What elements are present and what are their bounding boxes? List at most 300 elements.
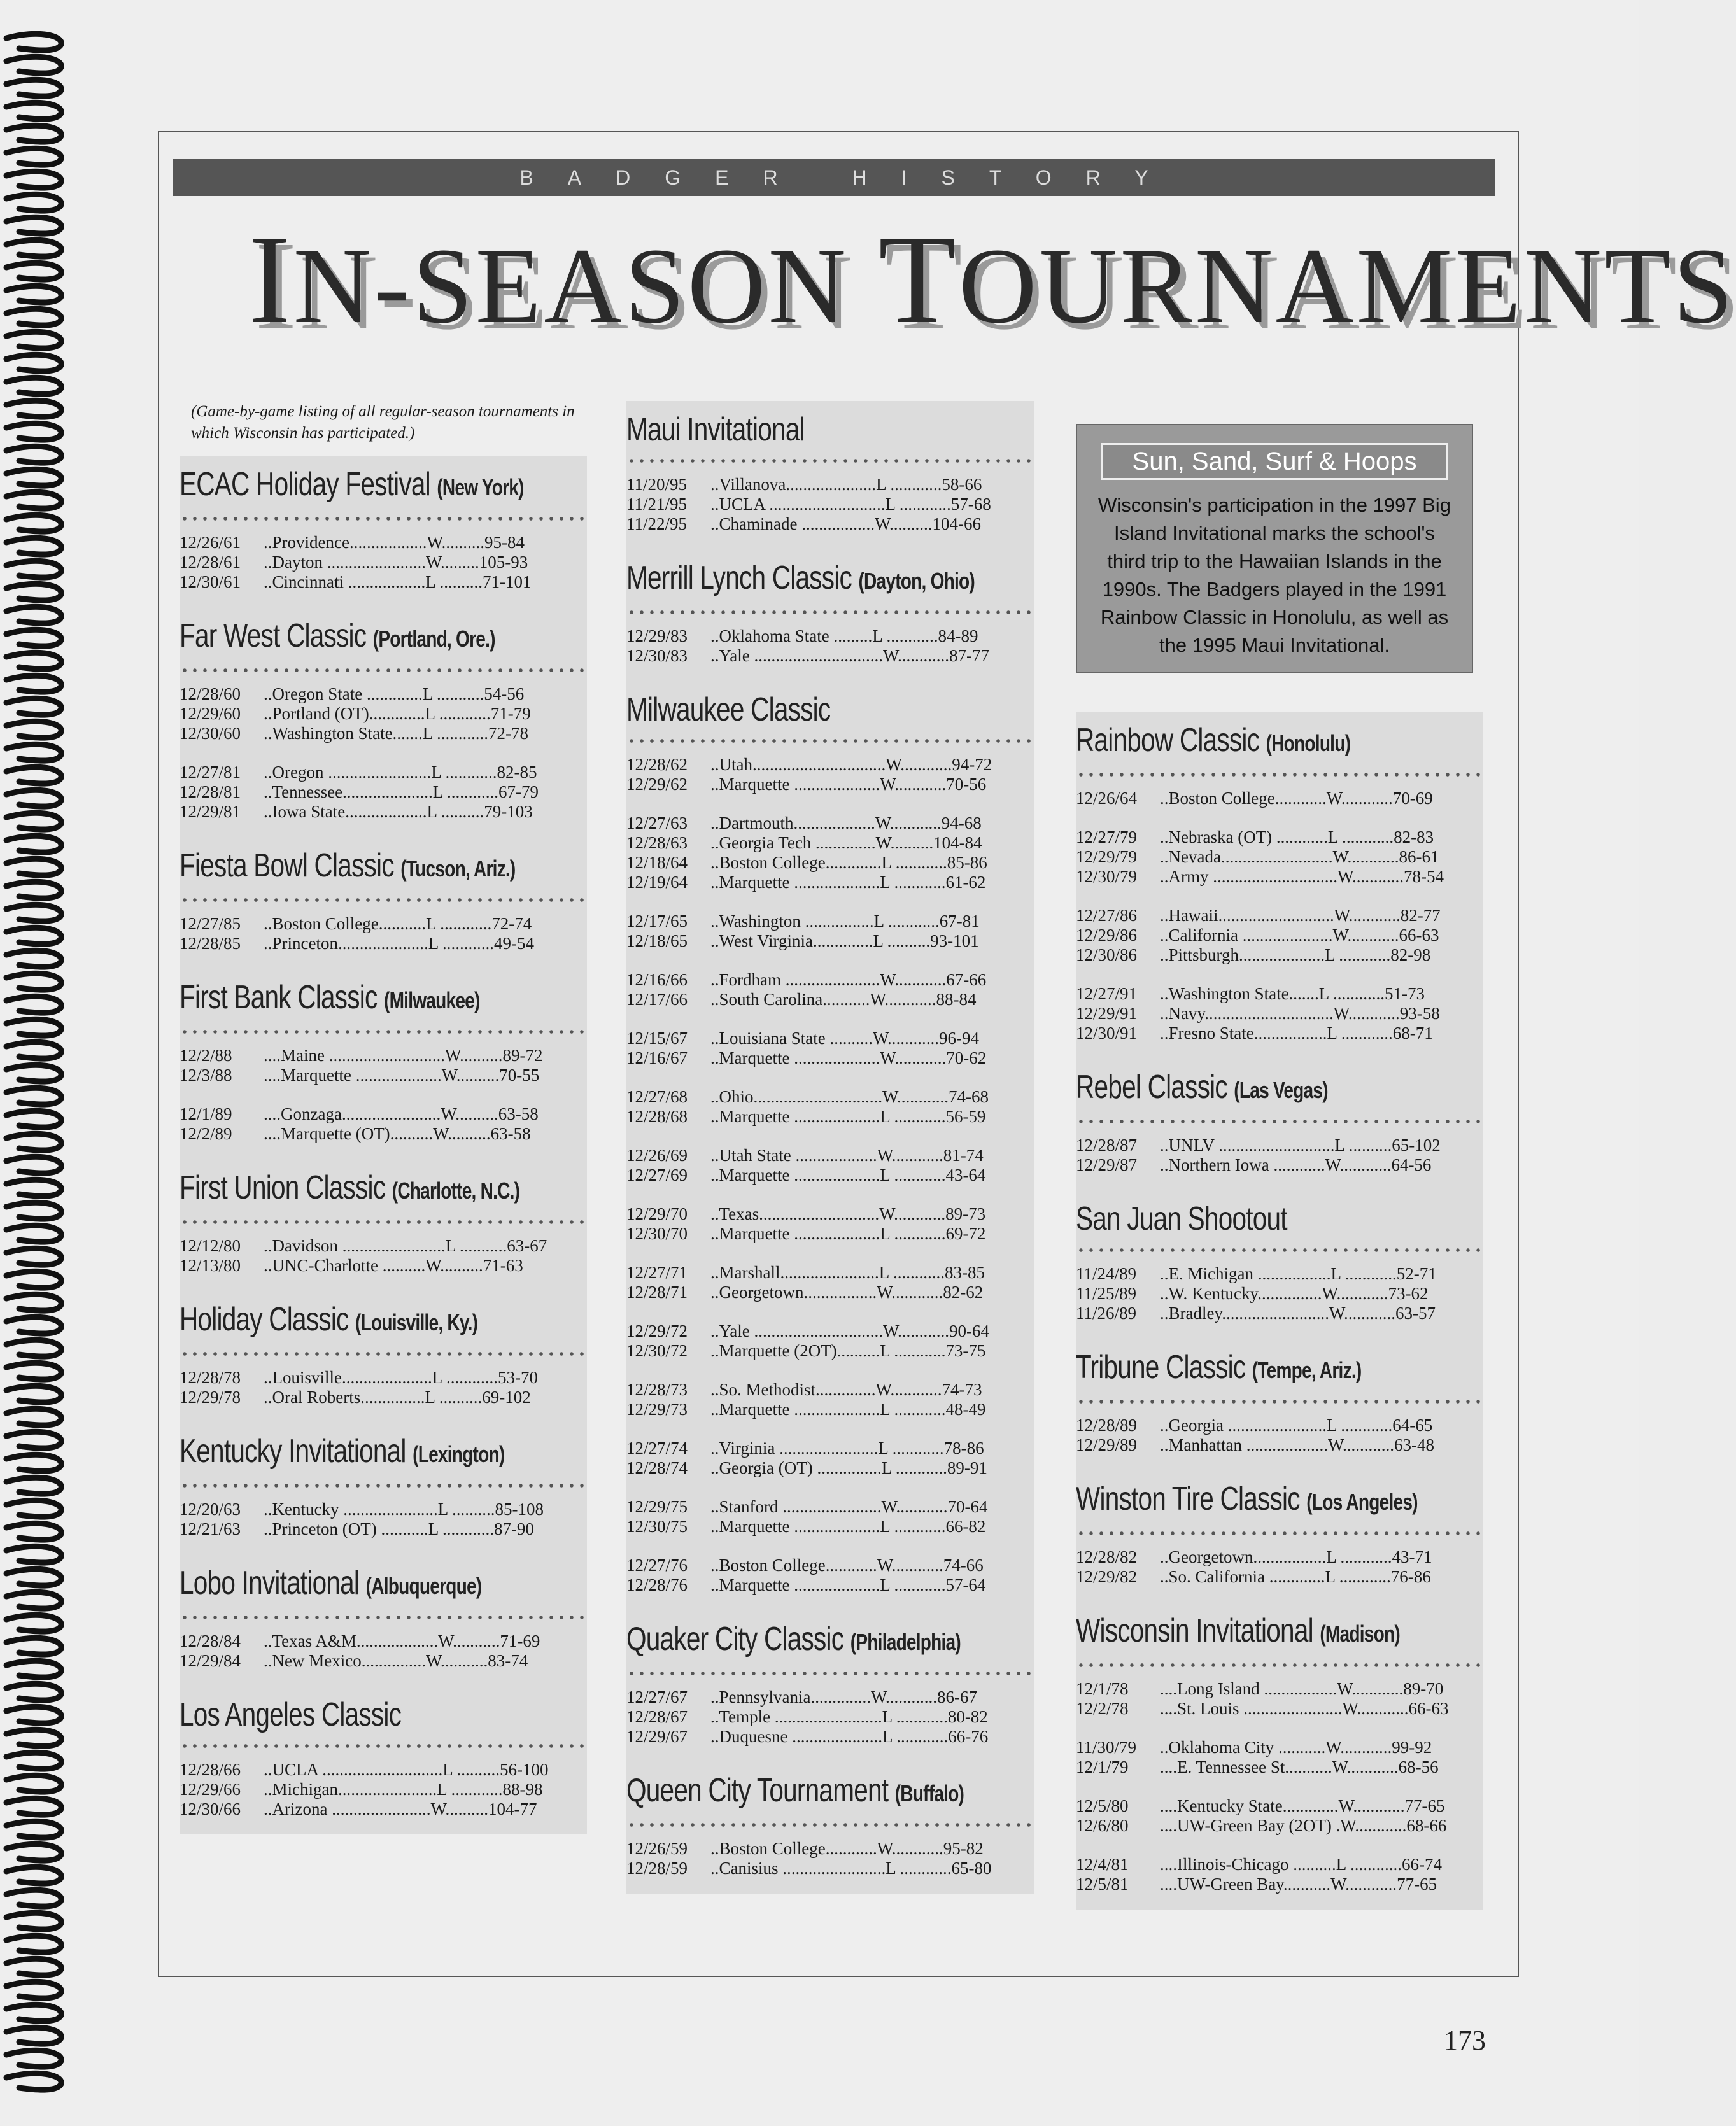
dotted-rule: [1076, 1399, 1483, 1404]
game-result: ..Bradley.........................W............63-57: [1160, 1304, 1436, 1323]
game-date: 12/2/89: [180, 1124, 232, 1143]
spiral-coil: [6, 1775, 61, 1792]
game-date: 12/27/69: [626, 1165, 688, 1185]
game-group: [1076, 1547, 1483, 1587]
spiral-coil: [6, 1844, 61, 1861]
game-date: 12/28/63: [626, 833, 688, 852]
game-result: ..Louisville.....................L ............53-70: [264, 1368, 538, 1387]
game-group: [180, 684, 587, 743]
spiral-coil: [6, 1454, 61, 1471]
game-date: 12/29/67: [626, 1727, 688, 1746]
spiral-coil: [6, 2027, 61, 2044]
game-date: 12/29/62: [626, 775, 688, 794]
game-row: [626, 1458, 1034, 1478]
spiral-coil: [6, 469, 61, 486]
game-group: [180, 1760, 587, 1819]
game-date: 11/26/89: [1076, 1304, 1137, 1323]
game-row: [180, 1519, 587, 1539]
game-row: [180, 1368, 587, 1388]
game-row: [180, 1760, 587, 1780]
game-date: 12/30/83: [626, 646, 688, 665]
game-result: ..Yale ..............................W............90-64: [710, 1321, 990, 1341]
dotted-rule: [180, 1220, 587, 1225]
dotted-rule: [180, 516, 587, 521]
game-date: 12/27/67: [626, 1687, 688, 1707]
game-row: [626, 1687, 1034, 1707]
spiral-coil: [6, 996, 61, 1013]
game-date: 12/16/67: [626, 1048, 688, 1067]
tournament-title: First Bank Classic: [180, 979, 378, 1016]
game-date: 12/27/74: [626, 1439, 688, 1458]
game-row: [1076, 906, 1483, 926]
spiral-coil: [6, 1500, 61, 1517]
game-group: [1076, 906, 1483, 965]
tournament-title: Tribune Classic: [1076, 1349, 1246, 1386]
game-result: ..Temple .........................L ............80-82: [710, 1707, 988, 1726]
game-result: ..Michigan.......................L ............88-98: [264, 1780, 543, 1799]
tournament-title: ECAC Holiday Festival: [180, 466, 430, 503]
game-result: ..Marquette ....................L ............69-72: [710, 1224, 986, 1243]
game-result: ..Marquette ....................L ............57-64: [710, 1575, 986, 1595]
game-date: 11/20/95: [626, 475, 688, 494]
tournament-title: Holiday Classic: [180, 1301, 349, 1338]
game-date: 12/20/63: [180, 1500, 241, 1519]
game-row: [626, 1380, 1034, 1400]
tournament-section: [626, 681, 1034, 1610]
game-date: 12/5/80: [1076, 1796, 1129, 1815]
game-date: 12/28/84: [180, 1631, 241, 1651]
tournament-name: [626, 401, 944, 449]
game-date: 12/27/63: [626, 813, 688, 833]
spiral-coil: [6, 1386, 61, 1402]
game-result: ..South Carolina...........W............88-84: [710, 990, 977, 1009]
game-result: ..West Virginia..............L ..........93-101: [710, 931, 979, 950]
game-row: [1076, 1435, 1483, 1455]
game-date: 12/29/86: [1076, 926, 1138, 945]
spiral-coil: [6, 1409, 61, 1425]
column-left: [180, 401, 587, 1834]
tournament-list-left: [180, 456, 587, 1834]
game-row: [626, 1859, 1034, 1878]
dotted-rule: [626, 458, 1034, 463]
game-date: 12/30/72: [626, 1341, 688, 1360]
tournament-name: [180, 1554, 497, 1606]
spiral-coil: [6, 744, 61, 761]
tournament-title: San Juan Shootout: [1076, 1200, 1287, 1237]
game-date: 12/29/66: [180, 1780, 241, 1799]
game-row: [1076, 1284, 1483, 1304]
game-date: 12/29/91: [1076, 1004, 1138, 1023]
game-group: [180, 1236, 587, 1276]
game-result: ..Marquette ....................L ............48-49: [710, 1400, 986, 1419]
game-row: [180, 1124, 587, 1144]
game-result: ..Boston College............W............95-82: [710, 1839, 984, 1858]
tournament-title: Maui Invitational: [626, 411, 805, 448]
spiral-coil: [6, 1684, 61, 1700]
game-date: 12/4/81: [1076, 1855, 1129, 1874]
spiral-coil: [6, 1569, 61, 1586]
game-date: 12/27/86: [1076, 906, 1138, 925]
game-date: 12/28/71: [626, 1283, 688, 1302]
game-date: 12/26/64: [1076, 789, 1138, 808]
game-result: ..So. California .............L ............76-86: [1160, 1567, 1431, 1586]
dotted-rule: [180, 1351, 587, 1356]
game-row: [626, 1029, 1034, 1048]
game-result: ....Marquette (OT)..........W..........63-58: [264, 1124, 531, 1143]
intro-note: (Game-by-game listing of all regular-season tournaments in which Wisconsin has participated.): [191, 403, 575, 442]
tournament-section: [180, 1423, 587, 1554]
game-row: [626, 813, 1034, 833]
game-result: ..UNC-Charlotte ..........W..........71-63: [264, 1256, 523, 1275]
game-date: 12/28/73: [626, 1380, 688, 1399]
game-result: ..Nebraska (OT) ............L ............82-83: [1160, 827, 1434, 847]
spiral-coil: [6, 102, 61, 119]
game-row: [626, 1321, 1034, 1341]
tournament-title: Merrill Lynch Classic: [626, 560, 852, 596]
game-group: [180, 1104, 587, 1144]
game-date: 12/29/75: [626, 1497, 688, 1516]
spiral-coil: [6, 355, 61, 371]
game-row: [626, 495, 1034, 514]
spiral-coil: [6, 1065, 61, 1081]
tournament-section: [1076, 712, 1483, 1059]
game-date: 12/27/76: [626, 1556, 688, 1575]
tournament-name: [180, 1291, 497, 1342]
tournament-section: [180, 1159, 587, 1291]
game-group: [626, 1839, 1034, 1878]
game-row: [180, 802, 587, 822]
spiral-coil: [6, 1546, 61, 1563]
game-result: ..Arizona .......................W..........104-77: [264, 1799, 537, 1819]
spiral-coil: [6, 1134, 61, 1150]
spiral-coil: [6, 446, 61, 463]
game-group: [626, 1029, 1034, 1068]
game-date: 12/29/87: [1076, 1155, 1138, 1174]
spiral-coil: [6, 1821, 61, 1838]
game-row: [1076, 945, 1483, 965]
game-result: ..Davidson ........................L ...........63-67: [264, 1236, 547, 1255]
spiral-coil: [6, 492, 61, 509]
game-row: [1076, 1796, 1483, 1816]
game-date: 12/28/67: [626, 1707, 688, 1726]
game-result: ....UW-Green Bay...........W............77-65: [1160, 1875, 1437, 1894]
spiral-coil: [6, 286, 61, 302]
game-row: [1076, 1567, 1483, 1587]
game-group: [626, 1087, 1034, 1127]
game-result: ..Utah State ...................W............81-74: [710, 1146, 984, 1165]
game-date: 12/17/66: [626, 990, 688, 1009]
game-result: ..Ohio..............................W............74-68: [710, 1087, 989, 1106]
spiral-coil: [6, 125, 61, 142]
game-group: [626, 1146, 1034, 1185]
game-date: 12/30/79: [1076, 867, 1138, 886]
game-row: [626, 1439, 1034, 1458]
spiral-coil: [6, 1890, 61, 1906]
tournament-location: (Portland, Ore.): [372, 626, 495, 652]
tournament-section: [1076, 1190, 1483, 1339]
tournament-list-middle: [626, 401, 1034, 1894]
tournament-location: (Los Angeles): [1306, 1489, 1418, 1515]
tournament-section: [180, 607, 587, 837]
tournament-section: [180, 969, 587, 1159]
tournament-section: [180, 456, 587, 607]
spiral-coil: [6, 1638, 61, 1654]
spiral-coil: [6, 1913, 61, 1929]
game-result: ..Washington ................L ............67-81: [710, 912, 980, 931]
game-date: 12/1/79: [1076, 1757, 1129, 1777]
game-row: [626, 1727, 1034, 1747]
dotted-rule: [1076, 772, 1483, 777]
game-row: [180, 1500, 587, 1519]
game-result: ..Texas............................W............89-73: [710, 1204, 986, 1223]
tournament-title: Fiesta Bowl Classic: [180, 847, 394, 884]
game-row: [626, 1087, 1034, 1107]
game-row: [626, 1517, 1034, 1537]
game-row: [626, 970, 1034, 990]
spiral-coil: [6, 263, 61, 279]
tournament-section: [626, 401, 1034, 549]
game-row: [1076, 1738, 1483, 1757]
spiral-coil: [6, 1225, 61, 1242]
game-date: 12/29/81: [180, 802, 241, 821]
tournament-section: [1076, 1602, 1483, 1910]
game-row: [180, 1104, 587, 1124]
spiral-coil: [6, 309, 61, 325]
game-result: ..Georgetown.................L ............43-71: [1160, 1547, 1432, 1566]
game-row: [180, 1066, 587, 1085]
game-group: [626, 912, 1034, 951]
spiral-coil: [6, 1202, 61, 1219]
game-date: 12/29/79: [1076, 847, 1138, 866]
game-row: [626, 626, 1034, 646]
section-banner: BADGER HISTORY: [173, 159, 1495, 196]
game-group: [180, 763, 587, 822]
game-date: 12/28/81: [180, 782, 241, 801]
game-date: 12/30/60: [180, 724, 241, 743]
dotted-rule: [626, 1671, 1034, 1676]
game-row: [1076, 1547, 1483, 1567]
spiral-coil: [6, 813, 61, 829]
tournament-name: [180, 969, 497, 1020]
game-result: ..Georgia Tech ..............W..........104-84: [710, 833, 982, 852]
game-group: [180, 533, 587, 592]
game-result: ..Texas A&M...................W...........71-69: [264, 1631, 540, 1651]
game-group: [626, 1263, 1034, 1302]
column-right: [1076, 401, 1483, 1910]
spiral-coil: [6, 652, 61, 669]
game-row: [180, 553, 587, 572]
sidebar-box: [1076, 424, 1473, 673]
spiral-coil: [6, 34, 61, 50]
game-row: [626, 775, 1034, 794]
game-result: ..Villanova.....................L ............58-66: [710, 475, 982, 494]
spiral-coil: [6, 1432, 61, 1448]
game-row: [626, 1107, 1034, 1127]
game-group: [1076, 789, 1483, 808]
spiral-coil: [6, 698, 61, 715]
tournament-name: [180, 1423, 505, 1474]
spiral-coil: [6, 1661, 61, 1677]
game-result: ....Maine ...........................W..........89-72: [264, 1046, 543, 1065]
sidebar-title: Sun, Sand, Surf & Hoops: [1101, 443, 1448, 480]
game-result: ..Chaminade .................W..........104-66: [710, 514, 981, 533]
dotted-rule: [1076, 1663, 1483, 1668]
game-group: [180, 1046, 587, 1085]
game-row: [626, 873, 1034, 892]
game-result: ..Boston College.............L ............85-86: [710, 853, 987, 872]
game-group: [1076, 1855, 1483, 1894]
spiral-coil: [6, 1798, 61, 1815]
tournament-location: (Dayton, Ohio): [858, 568, 975, 594]
spiral-coil: [6, 57, 61, 73]
game-result: ..Pennsylvania..............W............86-67: [710, 1687, 977, 1707]
tournament-name: [1076, 1339, 1394, 1390]
game-group: [1076, 1136, 1483, 1175]
tournament-title: Wisconsin Invitational: [1076, 1612, 1313, 1649]
game-result: ..Portland (OT).............L ............71-79: [264, 704, 531, 723]
game-date: 12/12/80: [180, 1236, 241, 1255]
tournament-location: (Buffalo): [894, 1780, 964, 1806]
spiral-coil: [6, 1982, 61, 1998]
game-row: [626, 853, 1034, 873]
game-result: ..Oklahoma State .........L ............84-89: [710, 626, 978, 645]
spiral-coil: [6, 1088, 61, 1104]
spiral-coil: [6, 332, 61, 348]
game-row: [1076, 926, 1483, 945]
tournament-name: [180, 1159, 520, 1211]
tournament-title: Milwaukee Classic: [626, 691, 831, 728]
spiral-coil: [6, 584, 61, 600]
game-result: ..UCLA ...........................L ............57-68: [710, 495, 991, 514]
spiral-coil: [6, 882, 61, 898]
game-group: [180, 1500, 587, 1539]
tournament-name: [1076, 1059, 1394, 1110]
game-group: [626, 626, 1034, 666]
spiral-coil: [6, 2004, 61, 2021]
spiral-coil: [6, 194, 61, 211]
game-result: ..E. Michigan .................L ............52-71: [1160, 1264, 1437, 1283]
game-group: [626, 755, 1034, 794]
game-result: ..UCLA ............................L ..........56-100: [264, 1760, 549, 1779]
spiral-coil: [6, 1179, 61, 1196]
game-result: ..Georgia (OT) ...............L ............89-91: [710, 1458, 987, 1477]
spiral-coil: [6, 721, 61, 738]
tournament-location: (Milwaukee): [383, 987, 480, 1013]
game-result: ..Washington State.......L ............72-78: [264, 724, 529, 743]
spiral-coil: [6, 1111, 61, 1127]
title-part-season: N-SEASON: [293, 226, 879, 346]
game-row: [1076, 847, 1483, 867]
game-result: ..Yale ..............................W............87-77: [710, 646, 990, 665]
game-result: ..Oral Roberts...............L ..........69-102: [264, 1388, 531, 1407]
game-group: [1076, 1416, 1483, 1455]
game-row: [1076, 984, 1483, 1004]
game-row: [180, 914, 587, 934]
game-date: 12/28/61: [180, 553, 241, 572]
game-date: 12/13/80: [180, 1256, 241, 1275]
game-result: ..Boston College...........L ............72-74: [264, 914, 532, 933]
game-row: [1076, 1699, 1483, 1719]
game-result: ..Marquette ....................W............70-56: [710, 775, 987, 794]
game-group: [1076, 827, 1483, 887]
spiral-coil: [6, 607, 61, 623]
tournament-name: [1076, 712, 1394, 763]
tournament-section: [626, 1762, 1034, 1894]
game-group: [626, 1497, 1034, 1537]
spiral-coil: [6, 148, 61, 165]
game-date: 12/1/78: [1076, 1679, 1129, 1698]
game-row: [1076, 1855, 1483, 1875]
tournament-location: (Louisville, Ky.): [355, 1309, 478, 1335]
game-date: 12/29/70: [626, 1204, 688, 1223]
game-group: [1076, 1738, 1483, 1777]
spiral-coil: [6, 1752, 61, 1769]
game-date: 12/28/82: [1076, 1547, 1138, 1566]
game-group: [180, 914, 587, 954]
spiral-coil: [6, 905, 61, 921]
spiral-coil: [6, 1157, 61, 1173]
game-result: ..Cincinnati ..................L ..........71-101: [264, 572, 532, 591]
game-row: [180, 1631, 587, 1651]
game-result: ..Fordham ......................W............67-66: [710, 970, 987, 989]
tournament-location: (Madison): [1320, 1621, 1400, 1647]
tournament-location: (Charlotte, N.C.): [392, 1178, 520, 1204]
game-date: 12/29/82: [1076, 1567, 1138, 1586]
game-row: [180, 1780, 587, 1799]
dotted-rule: [180, 1743, 587, 1749]
game-result: ..Marquette ....................L ............43-64: [710, 1165, 986, 1185]
spiral-coil: [6, 859, 61, 875]
tournament-name: [1076, 1470, 1418, 1522]
game-group: [1076, 1796, 1483, 1836]
game-result: ..Marquette ....................L ............56-59: [710, 1107, 986, 1126]
game-row: [180, 533, 587, 553]
game-result: ..Boston College............W............70-69: [1160, 789, 1433, 808]
game-row: [1076, 1757, 1483, 1777]
game-row: [1076, 1679, 1483, 1699]
tournament-name: [626, 681, 944, 729]
game-date: 12/18/64: [626, 853, 688, 872]
game-result: ....St. Louis .......................W............66-63: [1160, 1699, 1449, 1718]
spiral-coil: [6, 973, 61, 990]
game-result: ..W. Kentucky...............W............73-62: [1160, 1284, 1429, 1303]
spiral-coil: [6, 1363, 61, 1379]
spiral-coil: [6, 2050, 61, 2067]
spiral-coil: [6, 80, 61, 96]
game-result: ..California .....................W............66-63: [1160, 926, 1439, 945]
game-row: [1076, 867, 1483, 887]
game-date: 12/27/68: [626, 1087, 688, 1106]
game-result: ..Marquette ....................L ............66-82: [710, 1517, 986, 1536]
game-result: ..Hawaii...........................W............82-77: [1160, 906, 1441, 925]
game-result: ..Canisius ........................L ............65-80: [710, 1859, 992, 1878]
game-result: ..Pittsburgh....................L ............82-98: [1160, 945, 1431, 964]
spiral-coil: [6, 1592, 61, 1609]
game-date: 12/26/59: [626, 1839, 688, 1858]
spiral-coil: [6, 1936, 61, 1952]
game-row: [626, 1165, 1034, 1185]
game-date: 12/21/63: [180, 1519, 241, 1538]
spiral-coil: [6, 1042, 61, 1059]
tournament-name: [180, 456, 524, 507]
game-result: ..Northern Iowa ............W............64-56: [1160, 1155, 1432, 1174]
game-row: [626, 1048, 1034, 1068]
game-row: [180, 782, 587, 802]
game-row: [180, 704, 587, 724]
tournament-section: [626, 549, 1034, 681]
game-row: [626, 1146, 1034, 1165]
game-date: 12/30/61: [180, 572, 241, 591]
